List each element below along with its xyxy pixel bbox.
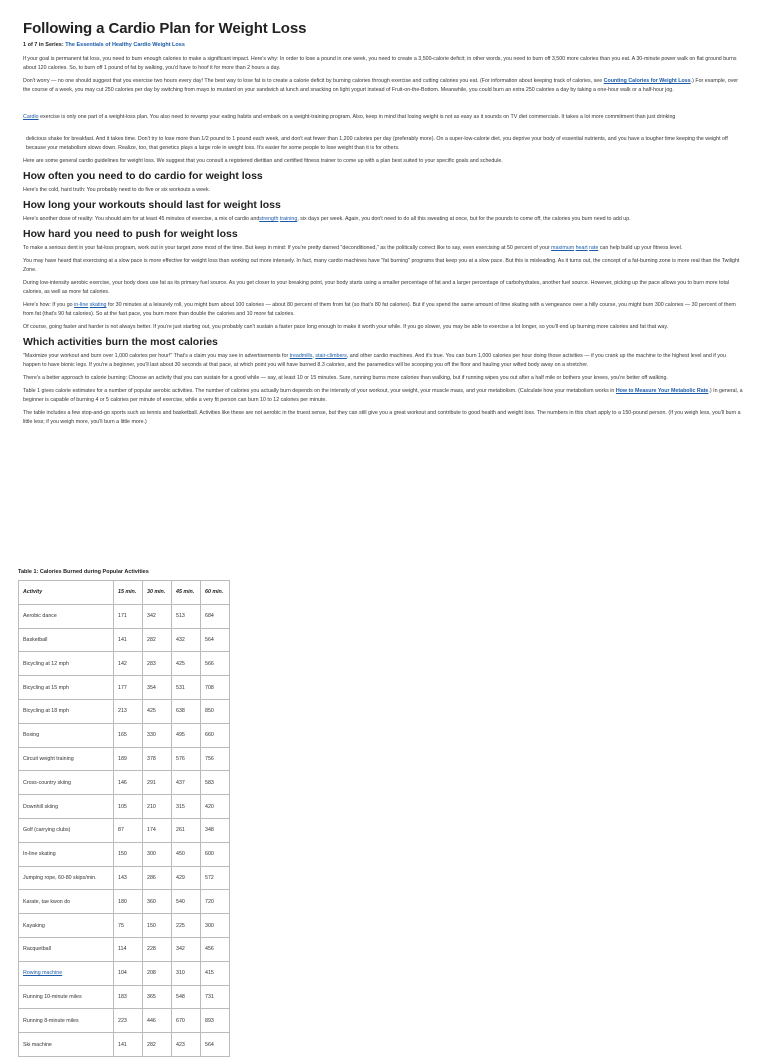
table-row	[19, 795, 230, 819]
table-row	[19, 699, 230, 723]
calorie-cell: 513	[172, 604, 201, 628]
paragraph-which-1-separator: ,	[312, 353, 316, 359]
calorie-cell: 141	[114, 1033, 143, 1057]
calorie-cell: 87	[114, 818, 143, 842]
calories-table	[18, 580, 230, 1057]
table-row	[19, 652, 230, 676]
paragraph-how-often: Here's the cold, hard truth: You probably need to do five or six workouts a week.	[23, 187, 211, 193]
heading-which-activities: Which activities burn the most calories	[23, 336, 218, 348]
calorie-cell: 600	[201, 842, 230, 866]
calorie-cell: 720	[201, 890, 230, 914]
table-row	[19, 747, 230, 771]
calorie-cell: 415	[201, 961, 230, 985]
heading-how-hard: How hard you need to push for weight loss	[23, 228, 238, 240]
header-45-min: 45 min.	[172, 581, 201, 605]
calorie-cell: 225	[172, 914, 201, 938]
calorie-cell: 450	[172, 842, 201, 866]
heading-how-long: How long your workouts should last for weight loss	[23, 199, 281, 211]
calorie-cell: 360	[143, 890, 172, 914]
calorie-cell: 425	[172, 652, 201, 676]
table-header-row	[19, 581, 230, 605]
maximum-link[interactable]: maximum	[551, 245, 575, 251]
table-row	[19, 842, 230, 866]
calorie-cell: 708	[201, 676, 230, 700]
calorie-cell: 378	[143, 747, 172, 771]
activity-cell: Cross-country skiing	[19, 771, 114, 795]
calorie-cell: 638	[172, 699, 201, 723]
paragraph-which-3-text-b: .) In general, a beginner is capable of burning 4 or 5 calories per minute of exercise, while a very fit person can burn 10 to 12 calories per minute.	[23, 388, 743, 403]
calorie-cell: 893	[201, 1009, 230, 1033]
treadmills-link[interactable]: treadmills	[289, 353, 313, 359]
activity-cell: Downhill skiing	[19, 795, 114, 819]
paragraph-how-hard-4-text-a: Here's how: If you go	[23, 302, 75, 308]
table-body	[19, 604, 230, 1056]
calorie-cell: 365	[143, 985, 172, 1009]
activity-cell: Running 8-minute miles	[19, 1009, 114, 1033]
calorie-cell: 223	[114, 1009, 143, 1033]
calorie-cell: 208	[143, 961, 172, 985]
paragraph-which-1-text-a: "Maximize your workout and burn over 1,000 calories per hour!" That's a claim you may see in advertisements for	[23, 353, 290, 359]
calorie-cell: 572	[201, 866, 230, 890]
paragraph-dont-worry	[23, 77, 745, 95]
calorie-cell: 437	[172, 771, 201, 795]
activity-cell: Basketball	[19, 628, 114, 652]
paragraph-intro: If your goal is permanent fat loss, you need to burn enough calories to make a significant impact. Here's why: In order to lose a pound in one week, you need to create a 3,500-calorie deficit; in other words, you need to burn off 3,500 more calories than you eat. A 30-minute power walk on flat ground burns about 120 calories. So, to burn off 1 pound of fat by walking, you'd have to hoof it for more than 2 hours a day.	[23, 56, 737, 71]
in-line-link[interactable]: in-line	[74, 302, 89, 308]
calorie-cell: 531	[172, 676, 201, 700]
calorie-cell: 564	[201, 1033, 230, 1057]
paragraph-how-hard-5: Of course, going faster and harder is not always better. If you're just starting out, you probably can't sustain a faster pace long enough to make it worth your while. If you go slower, you may be able to exercise a lot longer, so you'll end up burning more calories and fat that way.	[23, 324, 669, 330]
table-row	[19, 604, 230, 628]
activity-cell: Kayaking	[19, 914, 114, 938]
table-row	[19, 937, 230, 961]
calorie-cell: 576	[172, 747, 201, 771]
paragraph-shake: delicious shake for breakfast. And it takes time. Don't try to lose more than 1/2 pound to 1 pound each week, and don't eat fewer than 1,200 calories per day (preferably more). On a super-low-calorie diet, you deprive your body of essential nutrients, and you have a tougher time keeping the weight off because your metabolism slows down. Realize, too, that genetics plays a large role in weight loss. It's easier for some people to lose weight than it is for others.	[26, 136, 728, 151]
table-caption: Table 1: Calories Burned during Popular Activities	[18, 569, 149, 575]
calorie-cell: 310	[172, 961, 201, 985]
calorie-cell: 423	[172, 1033, 201, 1057]
calorie-cell: 432	[172, 628, 201, 652]
calorie-cell: 564	[201, 628, 230, 652]
heart-link[interactable]: heart	[575, 245, 588, 251]
activity-cell: Bicycling at 18 mph	[19, 699, 114, 723]
table-row	[19, 1009, 230, 1033]
calorie-cell: 342	[143, 604, 172, 628]
metabolic-rate-link[interactable]: How to Measure Your Metabolic Rate	[615, 388, 709, 394]
calorie-cell: 105	[114, 795, 143, 819]
paragraph-which-3-text-a: Table 1 gives calorie estimates for a number of popular aerobic activities. The number of calories you actually burn depends on the intensity of your workout, your weight, your muscle mass, and your metabolism. (Calculate how your metabolism works in	[23, 388, 616, 394]
paragraph-cardio-text: exercise is only one part of a weight-loss plan. You also need to revamp your eating habits and embark on a weight-training program. Also, keep in mind that losing weight is not as easy as it sounds on TV diet commercials. It takes a lot more commitment than just drinking	[38, 114, 676, 120]
heading-how-often: How often you need to do cardio for weight loss	[23, 170, 263, 182]
calorie-cell: 660	[201, 723, 230, 747]
calorie-cell: 756	[201, 747, 230, 771]
activity-cell: Bicycling at 12 mph	[19, 652, 114, 676]
calorie-cell: 548	[172, 985, 201, 1009]
article	[23, 20, 745, 431]
calorie-cell: 142	[114, 652, 143, 676]
calorie-cell: 75	[114, 914, 143, 938]
calorie-cell: 143	[114, 866, 143, 890]
calorie-cell: 180	[114, 890, 143, 914]
calorie-cell: 850	[201, 699, 230, 723]
activity-cell: Jumping rope, 60-80 skips/min.	[19, 866, 114, 890]
activity-cell: Ski machine	[19, 1033, 114, 1057]
article-title: Following a Cardio Plan for Weight Loss	[23, 20, 307, 37]
activity-cell	[19, 961, 114, 985]
calorie-cell: 213	[114, 699, 143, 723]
paragraph-how-long-text-b: , six days per week. Again, you don't need to do all this sweating at once, but for the pounds to come off, the calories you burn need to add up.	[297, 216, 631, 222]
table-row	[19, 723, 230, 747]
activity-link[interactable]: Rowing machine	[23, 970, 63, 977]
activity-cell: Racquetball	[19, 937, 114, 961]
calorie-cell: 670	[172, 1009, 201, 1033]
series-prefix: 1 of 7 in Series:	[23, 42, 66, 48]
activity-cell: Bicycling at 15 mph	[19, 676, 114, 700]
calorie-cell: 183	[114, 985, 143, 1009]
paragraph-how-hard-2: You may have heard that exercising at a slow pace is more effective for weight loss than working out more intensely. In fact, many cardio machines have "fat burning" programs that keep you at a slow pace. But this is misleading. As it turns out, the concept of a fat-burning zone is more real than the Twilight Zone.	[23, 258, 740, 273]
calorie-cell: 150	[114, 842, 143, 866]
calorie-cell: 171	[114, 604, 143, 628]
stair-climbers-link[interactable]: stair-climbers	[315, 353, 347, 359]
calorie-cell: 261	[172, 818, 201, 842]
activity-cell: Boxing	[19, 723, 114, 747]
paragraph-which-4: The table includes a few stop-and-go sports such as tennis and basketball. Activities like these are not aerobic in the truest sense, but they can still give you a great workout and contribute to good health and weight loss. The numbers in this chart apply to a 150-pound person. (If you weigh less, you'll burn a little less; if you weigh more, you'll burn a little more.)	[23, 410, 741, 425]
paragraph-which-2: There's a better approach to calorie burning: Choose an activity that you can sustain for a good while — say, at least 10 or 15 minutes. Sure, running burns more calories than walking, but if running wipes you out after a half mile or bothers your knees, you're better off walking.	[23, 375, 668, 381]
calorie-cell: 104	[114, 961, 143, 985]
calorie-cell: 446	[143, 1009, 172, 1033]
calorie-cell: 286	[143, 866, 172, 890]
calorie-cell: 495	[172, 723, 201, 747]
calorie-cell: 425	[143, 699, 172, 723]
calories-table-section	[18, 569, 230, 1057]
paragraph-how-long-text-a: Here's another dose of reality: You should aim for at least 45 minutes of exercise, a mix of cardio and	[23, 216, 260, 222]
calorie-cell: 330	[143, 723, 172, 747]
paragraph-how-hard-4	[23, 301, 745, 319]
header-30-min: 30 min.	[143, 581, 172, 605]
calorie-cell: 300	[143, 842, 172, 866]
calorie-cell: 114	[114, 937, 143, 961]
calorie-cell: 566	[201, 652, 230, 676]
paragraph-dont-worry-text-a: Don't worry — no one should suggest that you exercise two hours every day! The best way to lose fat is to create a calorie deficit by burning calories through exercise and cutting calories you eat. (For information about keeping track of calories, see	[23, 78, 604, 84]
calorie-cell: 540	[172, 890, 201, 914]
calorie-cell: 210	[143, 795, 172, 819]
paragraph-which-1	[23, 352, 745, 370]
calorie-cell: 348	[201, 818, 230, 842]
calorie-cell: 228	[143, 937, 172, 961]
calorie-cell: 684	[201, 604, 230, 628]
calorie-cell: 315	[172, 795, 201, 819]
calorie-cell: 189	[114, 747, 143, 771]
paragraph-how-hard-1-text-b: can help build up your fitness level.	[598, 245, 683, 251]
header-activity: Activity	[19, 581, 114, 605]
paragraph-cardio	[23, 113, 745, 122]
activity-cell: Circuit weight training	[19, 747, 114, 771]
calorie-cell: 282	[143, 1033, 172, 1057]
series-link[interactable]: The Essentials of Healthy Cardio Weight Loss	[65, 42, 185, 48]
paragraph-how-long	[23, 215, 745, 224]
table-row	[19, 961, 230, 985]
table-row	[19, 890, 230, 914]
paragraph-which-3	[23, 387, 745, 405]
skating-link[interactable]: skating	[89, 302, 107, 308]
calorie-cell: 146	[114, 771, 143, 795]
paragraph-how-hard-1-text-a: To make a serious dent in your fat-loss program, work out in your target zone most of the time. But keep in mind: If you're pretty darned "deconditioned," as the politically correct like to say, even exercising at 50 percent of your	[23, 245, 552, 251]
calorie-cell: 283	[143, 652, 172, 676]
series-line	[23, 42, 745, 48]
calorie-cell: 429	[172, 866, 201, 890]
activity-cell: Running 10-minute miles	[19, 985, 114, 1009]
calorie-cell: 141	[114, 628, 143, 652]
activity-cell: Golf (carrying clubs)	[19, 818, 114, 842]
calorie-cell: 583	[201, 771, 230, 795]
calorie-cell: 731	[201, 985, 230, 1009]
header-15-min: 15 min.	[114, 581, 143, 605]
calorie-cell: 177	[114, 676, 143, 700]
calorie-cell: 354	[143, 676, 172, 700]
calorie-cell: 342	[172, 937, 201, 961]
header-60-min: 60 min.	[201, 581, 230, 605]
calorie-cell: 300	[201, 914, 230, 938]
table-row	[19, 914, 230, 938]
table-row	[19, 818, 230, 842]
calorie-cell: 150	[143, 914, 172, 938]
calorie-cell: 456	[201, 937, 230, 961]
paragraph-how-hard-1	[23, 244, 745, 253]
activity-cell: In-line skating	[19, 842, 114, 866]
table-row	[19, 628, 230, 652]
table-row	[19, 1033, 230, 1057]
activity-cell: Aerobic dance	[19, 604, 114, 628]
calorie-cell: 174	[143, 818, 172, 842]
paragraph-how-hard-4-text-b: for 30 minutes at a leisurely roll, you might burn about 100 calories — about 80 percent of them from fat (so that's 80 fat calories). But if you spend the same amount of time skating with a vengeance over a hilly course, you might burn 300 calories — 30 percent of them from fat (that's 90 fat calories). So at the fast pace, you burn more than double the calories and 10 more fat calories.	[23, 302, 736, 317]
paragraph-how-hard-3: During low-intensity aerobic exercise, your body does use fat as its primary fuel source. As you get closer to your breaking point, your body starts using a smaller percentage of fat and a larger percentage of carbohydrates, another fuel source. However, picking up the pace allows you to burn more total calories, as well as more fat calories.	[23, 280, 730, 295]
table-row	[19, 866, 230, 890]
table-row	[19, 676, 230, 700]
calorie-cell: 165	[114, 723, 143, 747]
strength-link[interactable]: strength	[259, 216, 279, 222]
counting-calories-link[interactable]: Counting Calories for Weight Loss	[603, 78, 691, 84]
activity-cell: Karate, tae kwon do	[19, 890, 114, 914]
table-row	[19, 771, 230, 795]
cardio-link[interactable]: Cardio	[23, 114, 39, 120]
calorie-cell: 420	[201, 795, 230, 819]
calorie-cell: 282	[143, 628, 172, 652]
calorie-cell: 291	[143, 771, 172, 795]
paragraph-guidelines: Here are some general cardio guidelines for weight loss. We suggest that you consult a registered dietitian and certified fitness trainer to come up with a plan best suited to your specific goals and schedule.	[23, 158, 503, 164]
paragraph-which-1-text-b: , and other cardio machines. And it's true. You can burn 1,000 calories per hour doing those activities — if you crank up the machine to the highest level and if you happen to have bionic legs. If you're a beginner, you'll last about 30 seconds at that pace, at which point you will have burned 8.3 calories, and the paramedics will be scooping you off the floor and hauling your wilted body away on a stretcher.	[23, 353, 726, 368]
rate-link[interactable]: rate	[589, 245, 599, 251]
table-row	[19, 985, 230, 1009]
paragraph-dont-worry-text-b: .) For example, over the course of a week, you may cut 250 calories per day by switching from mayo to mustard on your sandwich at lunch and snacking on light yogurt instead of Fruit-on-the-Bottom. Meanwhile, you could burn an extra 250 calories a day by taking a one-hour walk or a half-hour jog.	[23, 78, 739, 93]
training-link[interactable]: training	[279, 216, 298, 222]
